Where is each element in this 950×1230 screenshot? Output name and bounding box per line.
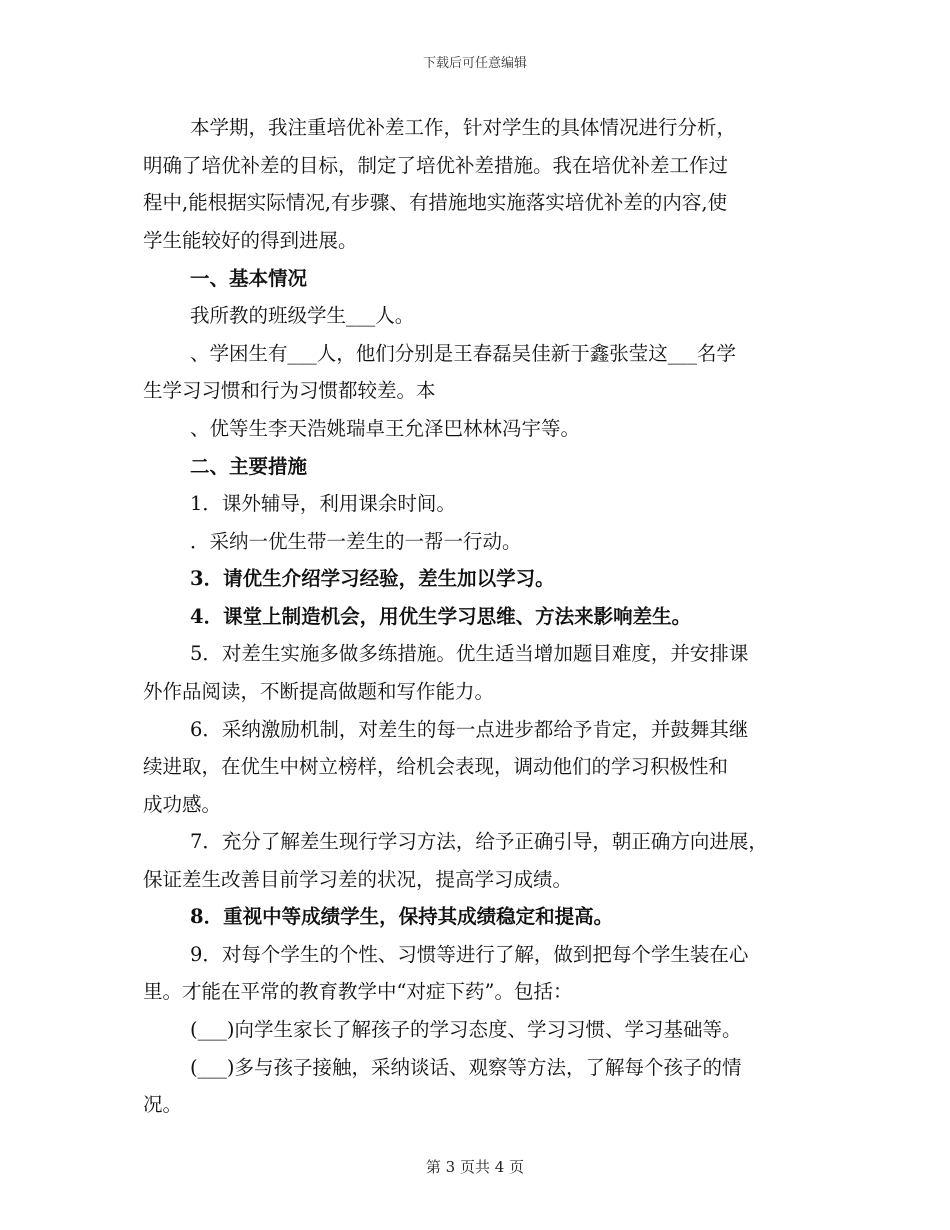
list-item: 7．充分了解差生现行学习方法，给予正确引导，朝正确方向进展， [190,830,768,853]
list-item: 6．采纳激励机制，对差生的每一点进步都给予肯定，并鼓舞其继 [190,718,749,741]
paragraph-line: 里。才能在平常的教育教学中“对症下药”。包括： [143,980,573,1003]
list-item: 1．课外辅导，利用课余时间。 [190,492,456,515]
section-heading: 二、主要措施 [190,455,308,478]
section-heading: 一、基本情况 [190,267,308,290]
page-footer: 第 3 页共 4 页 [425,1158,525,1176]
page-header: 下载后可任意编辑 [422,56,527,71]
list-item: 4．课堂上制造机会，用优生学习思维、方法来影响差生。 [190,605,692,628]
paragraph-line: 程中,能根据实际情况,有步骤、有措施地实施落实培优补差的内容,使 [143,191,728,214]
list-item: (___)多与孩子接触，采纳谈话、观察等方法，了解每个孩子的情 [190,1056,742,1079]
paragraph-line: 外作品阅读，不断提高做题和写作能力。 [143,680,495,703]
list-item: (___)向学生家长了解孩子的学习态度、学习习惯、学习基础等。 [190,1018,742,1041]
paragraph-line: 我所教的班级学生___人。 [190,304,415,327]
paragraph-line: 况。 [143,1093,183,1116]
paragraph-line: 明确了培优补差的目标，制定了培优补差措施。我在培优补差工作过 [143,154,729,177]
paragraph-line: 成功感。 [143,793,222,816]
list-item: ．采纳一优生带一差生的一帮一行动。 [190,530,522,553]
list-item: 9．对每个学生的个性、习惯等进行了解，做到把每个学生装在心 [190,943,749,966]
paragraph-line: 学生能较好的得到进展。 [143,229,358,252]
paragraph-line: 、学困生有___人，他们分别是王春磊吴佳新于鑫张莹这___名学 [190,342,737,365]
paragraph-line: 本学期，我注重培优补差工作，针对学生的具体情况进行分析， [190,116,737,139]
list-item: 5．对差生实施多做多练措施。优生适当增加题目难度，并安排课 [190,642,749,665]
paragraph-line: 、优等生李天浩姚瑞卓王允泽巴林林冯宇等。 [190,417,581,440]
paragraph-line: 生学习习惯和行为习惯都较差。本 [143,379,436,402]
paragraph-line: 保证差生改善目前学习差的状况，提高学习成绩。 [143,868,573,891]
list-item: 8．重视中等成绩学生，保持其成绩稳定和提高。 [190,905,614,928]
list-item: 3．请优生介绍学习经验，差生加以学习。 [190,567,555,590]
paragraph-line: 续进取，在优生中树立榜样，给机会表现，调动他们的学习积极性和 [143,755,729,778]
